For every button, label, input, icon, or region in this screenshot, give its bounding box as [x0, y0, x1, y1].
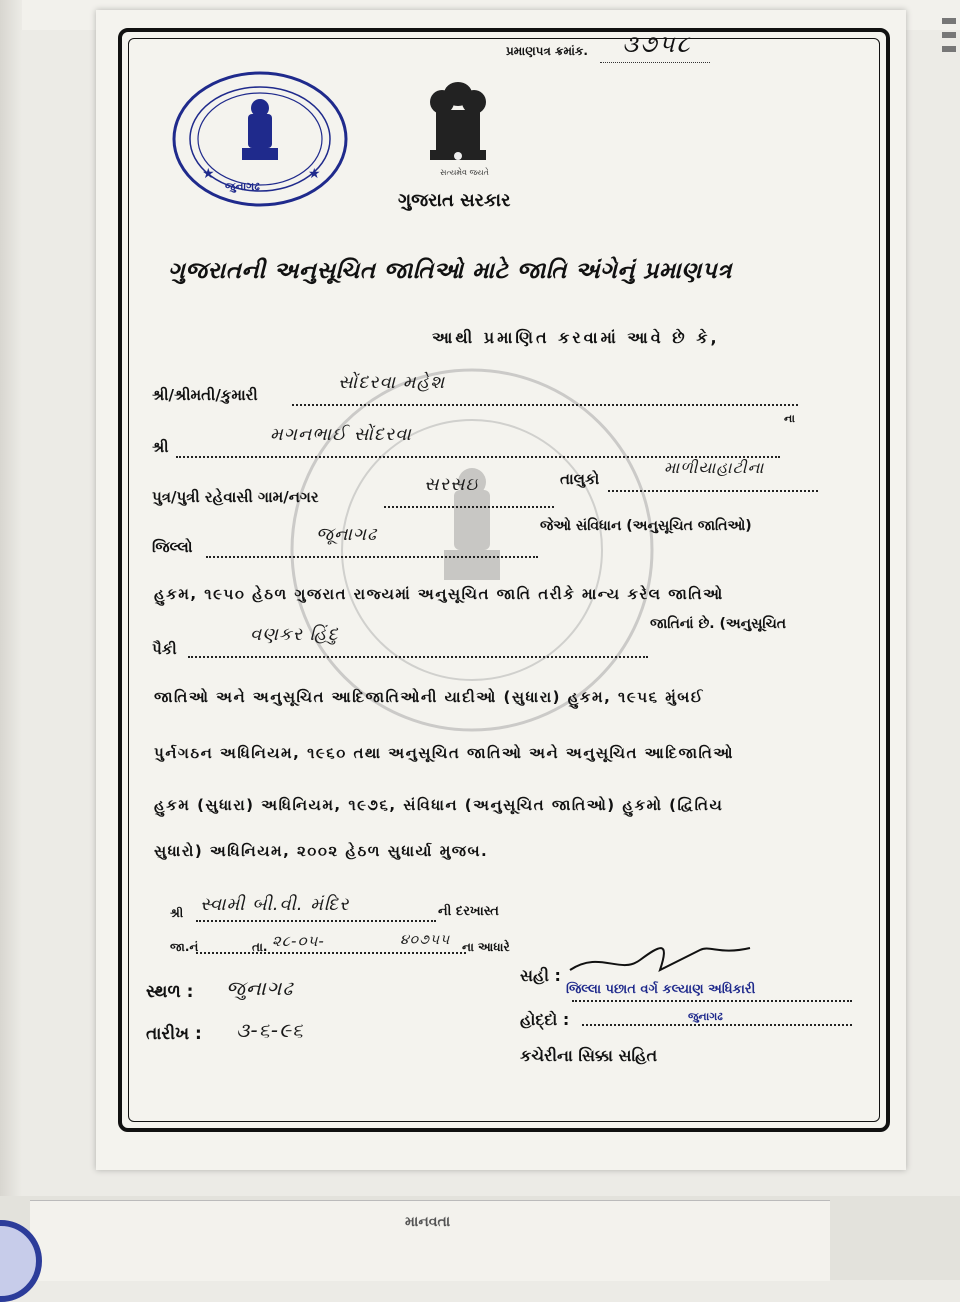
reference-suffix: ના આધારે	[462, 940, 510, 954]
national-emblem-icon	[418, 72, 498, 182]
office-seal-note: કચેરીના સિક્કા સહિત	[520, 1046, 658, 1065]
next-page-text: માનવતા	[405, 1214, 451, 1230]
seal-city: જુનાગઢ	[225, 180, 260, 193]
taluka-value: માળીયાહાટીના	[664, 458, 765, 477]
date-value: ૩-૬-૯૬	[236, 1018, 304, 1042]
district-suffix: જેઓ સંવિધાન (અનુસૂચિત જાતિઓ)	[540, 518, 752, 534]
signature-stamp: જિલ્લા પછાત વર્ગ કલ્યાણ અધિકારી	[566, 982, 756, 997]
residence-label: પુત્ર/પુત્રી રહેવાસી ગામ/નગર	[152, 488, 319, 506]
district-value: જૂનાગઢ	[316, 524, 377, 545]
government-title: ગુજરાત સરકાર	[398, 190, 511, 211]
name-value: સોંદરવા મહેશ	[338, 372, 446, 393]
district-dotted-line	[206, 556, 538, 558]
taluka-dotted-line	[608, 490, 818, 492]
residence-value: સરસઇ	[424, 474, 479, 495]
proposal-prefix: શ્રી	[170, 906, 184, 920]
caste-dotted-line	[188, 656, 648, 658]
residence-dotted-line	[384, 506, 554, 508]
reference-label: જા.નં	[170, 940, 199, 954]
body-line-3: પુર્નગઠન અધિનિયમ, ૧૯૬૦ તથા અનુસૂચિત જાતિઓ અને અનુસૂચિત આદિજાતિઓ	[154, 744, 734, 762]
district-office-seal	[168, 68, 352, 210]
designation-value: જુનાગઢ	[688, 1010, 723, 1023]
proposal-suffix: ની દરખાસ્ત	[438, 904, 499, 919]
designation-dotted-line	[582, 1024, 852, 1026]
caste-value: વણકર હિંદુ	[250, 624, 339, 645]
svg-text:★: ★	[202, 166, 215, 182]
right-edge-marks	[936, 10, 960, 120]
reference-number: ૪૦૭૫૫	[400, 932, 451, 948]
body-line-5: સુધારો) અધિનિયમ, ૨૦૦૨ હેઠળ સુધાર્યા મુજબ.	[154, 842, 489, 860]
body-line-4: હુકમ (સુધારા) અધિનિયમ, ૧૯૭૬, સંવિધાન (અનુસૂચિત જાતિઓ) હુકમો (દ્વિતિય	[154, 796, 724, 814]
proposal-value: સ્વામી બી.વી. મંદિર	[200, 894, 350, 915]
certification-intro: આથી પ્રમાણિત કરવામાં આવે છે કે,	[432, 328, 720, 347]
proposal-dotted-line	[196, 920, 436, 922]
district-label: જિલ્લો	[152, 538, 193, 556]
certificate-number-label: પ્રમાણપત્ર ક્રમાંક.	[506, 44, 588, 58]
faint-office-seal	[282, 360, 662, 740]
father-label: શ્રી	[152, 438, 169, 456]
certificate-number-underline	[600, 62, 710, 63]
name-label: શ્રી/શ્રીમતી/કુમારી	[152, 386, 258, 404]
next-page-sheet	[30, 1200, 830, 1281]
place-label: સ્થળ :	[146, 982, 194, 1002]
caste-suffix: જાતિનાં છે. (અનુસૂચિત	[650, 616, 787, 632]
officer-signature	[560, 930, 760, 980]
body-line-1: હુકમ, ૧૯૫૦ હેઠળ ગુજરાત રાજ્યમાં અનુસૂચિત જાતિ તરીકે માન્ય કરેલ જાતિઓ	[154, 585, 724, 603]
signature-dotted-line	[572, 1000, 852, 1002]
emblem-motto: સત્યમેવ જયતે	[440, 168, 489, 177]
date-label: તારીખ :	[146, 1024, 202, 1044]
reference-dotted-line	[196, 952, 466, 954]
place-value: જુનાગઢ	[226, 976, 294, 1000]
certificate-title: ગુજરાતની અનુસૂચિત જાતિઓ માટે જાતિ અંગેનું પ્રમાણપત્ર	[168, 258, 732, 284]
certificate-number-value: ૩૭૫૮	[622, 30, 692, 58]
scan-left-edge	[0, 0, 22, 1280]
name-dotted-line	[292, 404, 798, 406]
svg-text:★: ★	[308, 166, 321, 182]
taluka-label: તાલુકો	[560, 470, 600, 488]
signature-label: સહી :	[520, 966, 561, 985]
caste-label: પૈકી	[152, 640, 177, 658]
designation-label: હોદ્દો :	[520, 1010, 570, 1029]
reference-value: ૨૮-૦૫-	[272, 932, 325, 950]
body-line-2: જાતિઓ અને અનુસૂચિત આદિજાતિઓની યાદીઓ (સુધારા) હુકમ, ૧૯૫૬ મુંબઈ	[154, 688, 704, 706]
father-suffix: ના	[784, 412, 795, 425]
reference-date-label: તા.	[252, 940, 268, 954]
father-value: મગનભાઈ સોંદરવા	[270, 424, 412, 445]
